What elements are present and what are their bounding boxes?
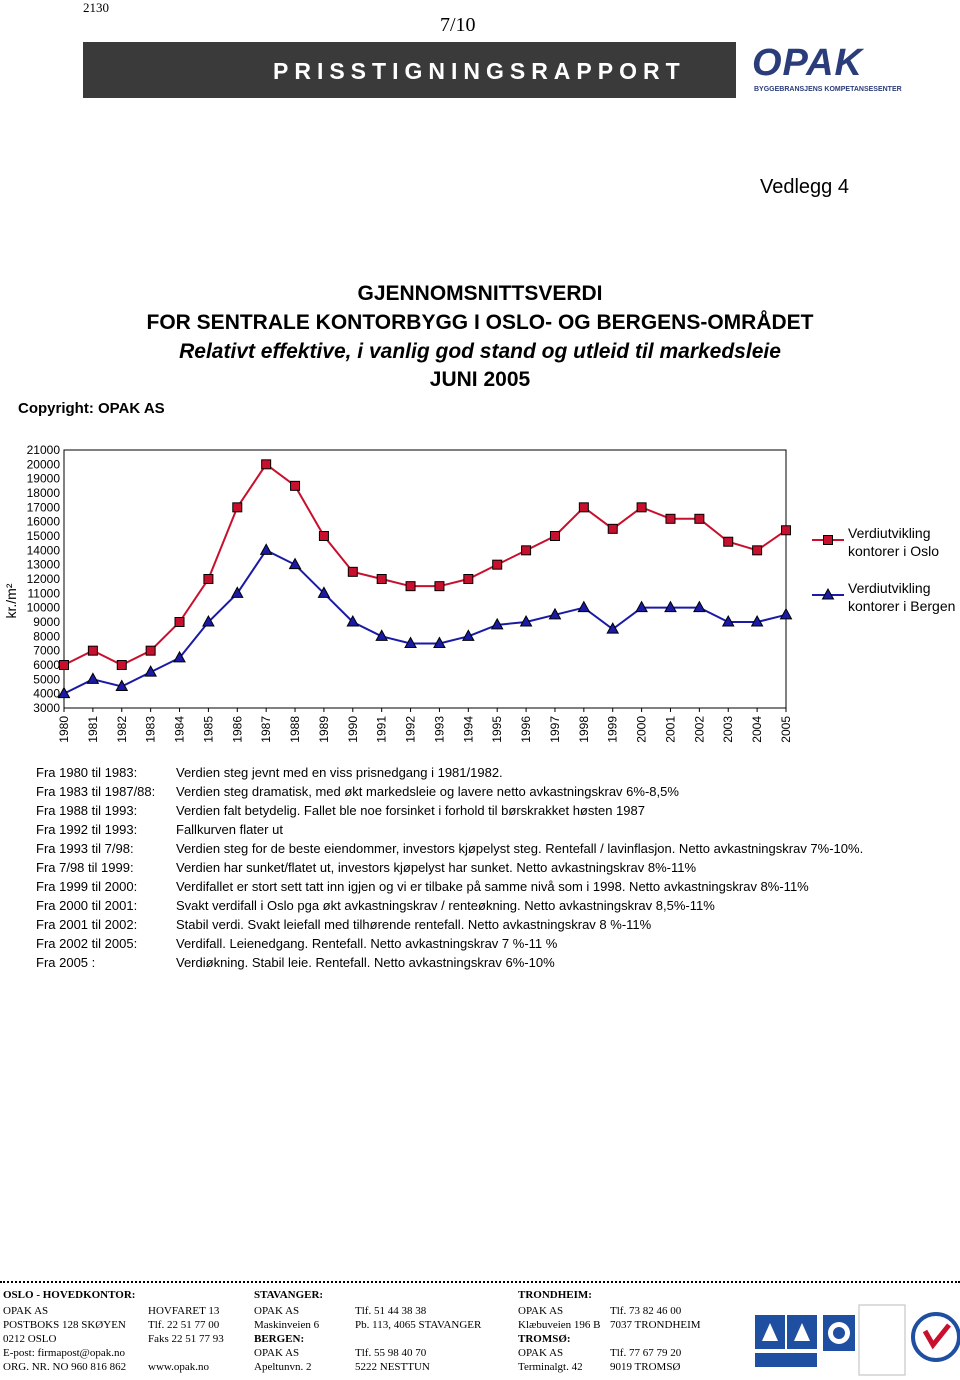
note-text: Verdien steg dramatisk, med økt markedsleie og lavere netto avkastningskrav 6%-8,5% [176,784,679,799]
footer-tromso-line: 9019 TROMSØ [610,1361,681,1373]
y-tick-label: 15000 [26,529,60,543]
data-point-oslo [233,503,242,512]
data-point-oslo [666,514,675,523]
note-text: Fallkurven flater ut [176,822,283,837]
logo-subtitle: BYGGEBRANSJENS KOMPETANSESENTER [754,86,902,93]
data-point-oslo [753,546,762,555]
note-period: Fra 2001 til 2002: [36,917,138,932]
y-tick-label: 10000 [26,600,60,615]
y-tick-label: 11000 [27,586,60,601]
period-notes [36,765,956,974]
footer-oslo-line: ORG. NR. NO 960 816 862 [3,1361,127,1373]
note-row [36,803,956,822]
x-tick-label: 1999 [605,716,620,743]
y-tick-label: 8000 [33,629,60,644]
data-point-oslo [782,526,791,535]
footer-oslo-line: 0212 OSLO [3,1333,57,1345]
data-point-oslo [60,661,69,670]
note-row [36,898,956,917]
footer-oslo-line: OPAK AS [3,1305,49,1317]
data-point-oslo [522,546,531,555]
x-tick-label: 1984 [172,716,187,743]
x-tick-label: 1991 [374,716,389,743]
note-row [36,822,956,841]
x-tick-label: 2000 [634,716,649,743]
report-banner [83,42,902,98]
note-text: Stabil verdi. Svakt leiefall med tilhørende rentefall. Netto avkastningskrav 8 %-11% [176,917,652,932]
footer-tromso-line: OPAK AS [518,1347,564,1359]
footer-trondheim-heading: TRONDHEIM: [518,1289,592,1301]
title-line-2: FOR SENTRALE KONTORBYGG I OSLO- OG BERGENS-OMRÅDET [146,311,814,334]
y-tick-label: 17000 [26,500,60,515]
x-tick-label: 2003 [721,716,736,743]
footer-trondheim-line: 7037 TRONDHEIM [610,1319,701,1331]
data-point-oslo [493,560,502,569]
x-tick-label: 1996 [519,716,534,743]
data-point-oslo [88,646,97,655]
copyright: Copyright: OPAK AS [18,400,165,417]
x-tick-label: 1983 [143,716,158,743]
title-line-4: JUNI 2005 [429,368,531,391]
data-point-oslo [348,567,357,576]
x-tick-label: 1998 [576,716,591,743]
footer-trondheim-line: Klæbuveien 196 B [518,1319,601,1331]
data-point-oslo [262,460,271,469]
note-text: Verdien har sunket/flatet ut, investors kjøpelyst har sunket. Netto avkastningskrav 8%-11% [176,860,697,875]
note-period: Fra 1992 til 1993: [36,822,138,837]
footer-oslo-email: E-post: firmapost@opak.no [3,1347,125,1359]
data-point-oslo [117,661,126,670]
note-text: Verdifallet er stort sett tatt inn igjen og vi er tilbake på samme nivå som i 1998. Netto avkastningskrav 8%-11% [176,879,809,894]
footer-divider [0,1281,960,1283]
x-tick-label: 1995 [490,716,505,743]
data-point-oslo [435,582,444,591]
x-tick-label: 2005 [779,716,793,743]
x-tick-label: 1982 [114,716,129,743]
data-point-oslo [204,575,213,584]
note-text: Verdifall. Leienedgang. Rentefall. Netto avkastningskrav 7 %-11 % [176,936,558,951]
y-tick-label: 4000 [33,686,60,701]
legend-marker-square-icon [824,536,833,545]
legend-label: Verdiutvikling [848,580,931,596]
x-tick-label: 1987 [259,716,274,743]
x-tick-label: 1990 [345,716,360,743]
data-point-oslo [319,532,328,541]
value-chart [0,430,960,760]
footer-oslo-website: www.opak.no [148,1361,209,1373]
data-point-oslo [464,575,473,584]
page-code: 2130 [83,0,109,15]
footer-bergen-phone: Tlf. 55 98 40 70 [355,1347,427,1359]
y-tick-label: 14000 [26,543,60,558]
y-tick-label: 18000 [26,486,60,500]
note-row [36,879,956,898]
note-row [36,955,956,974]
x-tick-label: 1993 [432,716,447,743]
data-point-oslo [406,582,415,591]
footer-oslo-heading: OSLO - HOVEDKONTOR: [3,1289,136,1301]
footer-stavanger-line: Pb. 113, 4065 STAVANGER [355,1319,482,1331]
note-period: Fra 2002 til 2005: [36,936,138,951]
y-tick-label: 7000 [33,643,60,658]
legend-label: kontorer i Oslo [848,543,940,559]
plot-area [64,450,786,708]
footer-stavanger-phone: Tlf. 51 44 38 38 [355,1305,427,1317]
data-point-oslo [377,575,386,584]
footer-tromso-heading: TROMSØ: [518,1333,571,1345]
footer-bergen-line: OPAK AS [254,1347,300,1359]
data-point-oslo [637,503,646,512]
y-tick-label: 12000 [26,572,60,586]
legend-label: Verdiutvikling [848,525,931,541]
footer [0,1289,960,1377]
data-point-oslo [550,532,559,541]
banner-title: PRISSTIGNINGSRAPPORT [273,58,686,84]
footer-bergen-line: 5222 NESTTUN [355,1361,430,1373]
note-period: Fra 1993 til 7/98: [36,841,134,856]
title-line-1: GJENNOMSNITTSVERDI [357,282,603,305]
page-number: 7/10 [440,14,476,36]
note-period: Fra 7/98 til 1999: [36,860,134,875]
footer-trondheim-line: OPAK AS [518,1305,564,1317]
certification-badges-icon [753,1301,960,1377]
data-point-oslo [291,481,300,490]
note-row [36,841,956,860]
data-point-oslo [608,524,617,533]
note-period: Fra 1980 til 1983: [36,765,138,780]
footer-stavanger-line: Maskinveien 6 [254,1319,320,1331]
x-tick-label: 1985 [201,716,216,743]
footer-oslo-line: HOVFARET 13 [148,1305,220,1317]
footer-tromso-line: Terminalgt. 42 [518,1361,583,1373]
footer-oslo-phone: Tlf. 22 51 77 00 [148,1319,220,1331]
footer-bergen-line: Apeltunvn. 2 [254,1361,312,1373]
note-text: Verdien falt betydelig. Fallet ble noe forsinket i forhold til børskrakket høsten 1987 [176,803,645,818]
note-text: Verdien steg jevnt med en viss prisnedgang i 1981/1982. [176,765,503,780]
y-tick-label: 16000 [26,514,60,529]
appendix-label: Vedlegg 4 [760,176,849,198]
note-row [36,784,956,803]
note-period: Fra 2005 : [36,955,96,970]
y-tick-label: 3000 [33,701,60,715]
x-tick-label: 1997 [547,716,562,743]
y-tick-label: 13000 [26,557,60,572]
footer-stavanger-heading: STAVANGER: [254,1289,324,1301]
x-tick-label: 2002 [692,716,707,743]
x-tick-label: 2004 [750,716,765,743]
data-point-oslo [695,514,704,523]
y-tick-label: 6000 [33,658,60,672]
y-tick-label: 9000 [33,615,60,629]
x-tick-label: 1994 [461,716,476,743]
x-tick-label: 2001 [663,716,678,743]
opak-logo [736,42,902,98]
note-row [36,917,956,936]
footer-stavanger-line: OPAK AS [254,1305,300,1317]
title-line-3: Relativt effektive, i vanlig god stand og utleid til markedsleie [179,340,781,363]
note-period: Fra 1999 til 2000: [36,879,138,894]
note-row [36,765,956,784]
y-tick-label: 5000 [33,672,60,687]
note-text: Svakt verdifall i Oslo pga økt avkastningskrav / renteøkning. Netto avkastningskrav 8,5%-11% [176,898,715,913]
footer-tromso-phone: Tlf. 77 67 79 20 [610,1347,682,1359]
y-tick-label: 20000 [26,457,60,472]
x-tick-label: 1989 [316,716,331,743]
note-text: Verdien steg for de beste eiendommer, investors kjøpelyst steg. Rentefall / lavinflasjon. Netto avkastningskrav 7%-10%. [176,841,864,856]
data-point-oslo [175,618,184,627]
footer-oslo-line: POSTBOKS 128 SKØYEN [3,1319,126,1331]
footer-bergen-heading: BERGEN: [254,1333,305,1345]
note-period: Fra 1983 til 1987/88: [36,784,156,799]
note-row [36,860,956,879]
x-tick-label: 1992 [403,716,418,743]
footer-oslo-fax: Faks 22 51 77 93 [148,1333,224,1345]
x-tick-label: 1986 [230,716,245,743]
note-text: Verdiøkning. Stabil leie. Rentefall. Netto avkastningskrav 6%-10% [176,955,555,970]
y-tick-label: 19000 [26,471,60,486]
data-point-oslo [724,537,733,546]
x-tick-label: 1981 [85,716,100,743]
logo-text: OPAK [752,42,863,84]
x-tick-label: 1988 [288,716,303,743]
y-axis-label: kr./m² [3,583,19,619]
data-point-oslo [146,646,155,655]
data-point-oslo [579,503,588,512]
footer-trondheim-phone: Tlf. 73 82 46 00 [610,1305,682,1317]
legend-label: kontorer i Bergen [848,598,956,614]
note-period: Fra 1988 til 1993: [36,803,138,818]
y-tick-label: 21000 [26,443,60,457]
note-period: Fra 2000 til 2001: [36,898,138,913]
x-tick-label: 1980 [57,716,71,743]
certification-logos [753,1301,960,1377]
note-row [36,936,956,955]
